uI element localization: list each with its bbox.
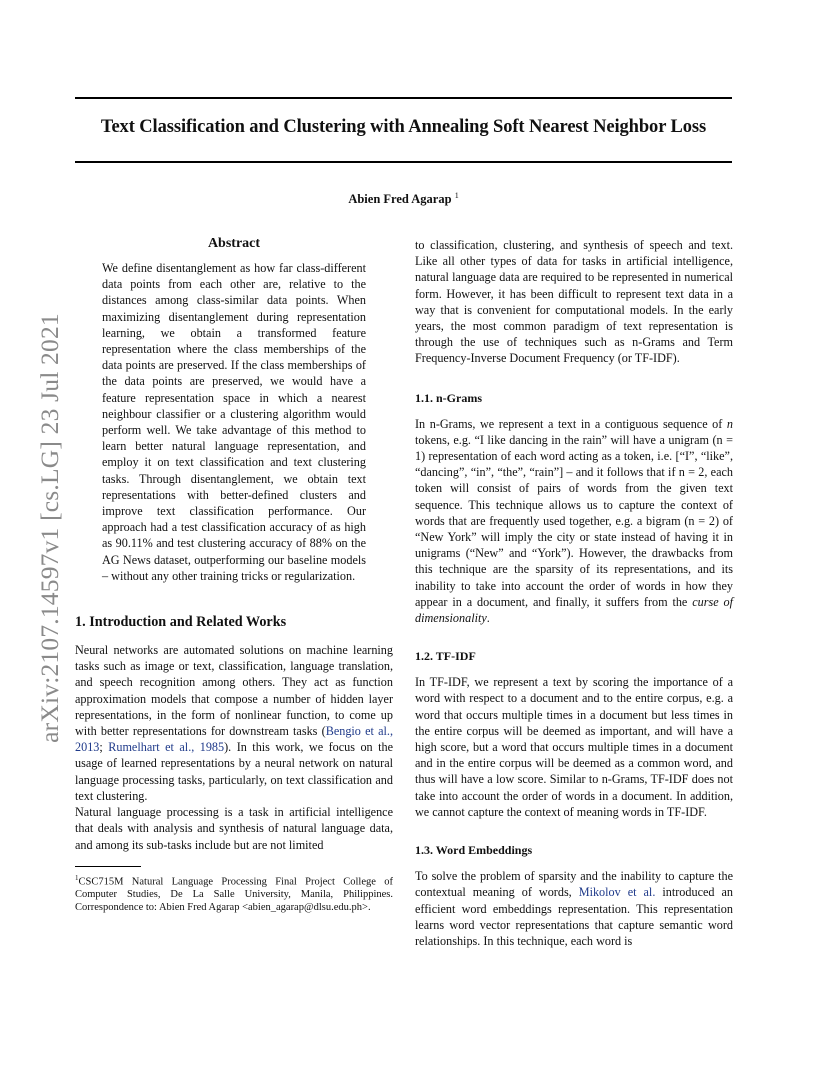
citation-separator: ; bbox=[99, 740, 109, 755]
tfidf-paragraph: In TF-IDF, we represent a text by scoring the importance of a word with respect to a document and to the entire corpus, e.g. a word that occurs multiple times in a document but less times in the entire corpus will be deemed as important, and will have a high score, but a word that occurs multiple times in a document and in the entire corpus will be deemed as a common word, and thus will have a low score. Similar to n-Grams, TF-IDF does not take into account the order of words in a document. In addition, we cannot capture the context of meaning words in TF-IDF. bbox=[415, 675, 733, 819]
ngrams-n-italic: n bbox=[726, 416, 733, 431]
abstract-text: We define disentanglement as how far class-different data points from each other are, relative to the distances among class-similar data points. When maximizing disentanglement during representation learning, we obtain a transformed feature representation where the class memberships of the data points are preserved. If the class memberships of the data points are preserved, we would have a feature representation space in which a nearest neighbour classifier or a clustering algorithm would perform well. We take advantage of this method to learn better natural language representation, and employ it on text classification and text clustering tasks. Through disentanglement, we obtain text representations with better-defined clusters and improve text classification performance. Our approach had a test classification accuracy of as high as 90.11% and test clustering accuracy of 88% on the AG News dataset, outperforming our baseline models – without any other training tricks or regularization. bbox=[102, 261, 366, 583]
intro-p2-start: Natural language processing is a task in artificial intelligence that deals with analysis and synthesis of natural language data, and among its sub-tasks include but are not limited bbox=[75, 805, 393, 852]
abstract-heading: Abstract bbox=[207, 236, 261, 251]
ngrams-text-b: tokens, e.g. “I like dancing in the rain” will have a unigram (n = 1) representation of each word acting as a token, i.e. [“I”, “like”, “dancing”, “in”, “the”, “rain”] – and it follows that if n = 2, each token will consist of pairs of words from the given text sequence. This technique allows us to capture the context of words that are frequently used together, e.g. a bigram (n = 2) of “New York” will imply the city or state instead of having it in unigrams (“New” and “York”). However, the drawbacks from this technique are the sparsity of its representations, and its inability to take into account the order of words in how they appear in a document, and finally, it suffers from the bbox=[415, 432, 733, 609]
left-column bbox=[75, 236, 393, 914]
intro-p1-a: Neural networks are automated solutions on machine learning tasks such as image or text, classification, language translation, and speech recognition among others. They act as function approximation models that compose a number of hidden layer representations, in the form of nonlinear function, to come up with better representations for downstream tasks ( bbox=[75, 643, 393, 739]
intro-paragraph-2 bbox=[75, 804, 393, 853]
footnote bbox=[75, 872, 393, 915]
footnote-rule bbox=[75, 866, 141, 867]
title-rule-top bbox=[75, 97, 732, 99]
intro-paragraph-1 bbox=[75, 642, 393, 804]
subsection-heading-ngrams: 1.1. n-Grams bbox=[415, 390, 482, 405]
section-heading-intro: 1. Introduction and Related Works bbox=[75, 614, 287, 631]
embeddings-paragraph bbox=[415, 868, 733, 949]
arxiv-stamp: arXiv:2107.14597v1 [cs.LG] 23 Jul 2021 bbox=[35, 313, 64, 743]
author-name: Abien Fred Agarap bbox=[348, 192, 452, 207]
curse-of-dimensionality: curse of dimensionality bbox=[415, 594, 733, 626]
citation-link[interactable]: Rumelhart et al., 1985 bbox=[108, 740, 225, 755]
author-line bbox=[75, 191, 732, 207]
ngrams-paragraph bbox=[415, 416, 733, 627]
embeddings-text-b: introduced an efficient word embeddings representation. This representation learns word vector representations that capture semantic word relationships. In this technique, each word is bbox=[415, 885, 734, 948]
footnote-mark: 1 bbox=[75, 873, 79, 882]
ngrams-text-a: In n-Grams, we represent a text in a contiguous sequence of bbox=[415, 416, 727, 431]
title-rule-bottom bbox=[75, 161, 732, 163]
ngrams-text-c: . bbox=[486, 611, 490, 626]
subsection-heading-tfidf: 1.2. TF-IDF bbox=[415, 649, 476, 664]
citation-link[interactable]: Bengio et al., 2013 bbox=[75, 724, 394, 755]
footnote-text: CSC715M Natural Language Processing Final Project College of Computer Studies, De La Salle University, Manila, Philippines. Correspondence to: Abien Fred Agarap <abien_agarap@dlsu.edu.ph>. bbox=[75, 876, 393, 914]
right-column bbox=[415, 237, 733, 949]
intro-p2-continued: to classification, clustering, and synthesis of speech and text. Like all other types of data for tasks in artificial intelligence, natural language data are required to be represented in numerical form. However, it has been difficult to represent text data in a way that is convenient for computational models. In the early years, the most common paradigm of text representation is through the use of techniques such as n-Grams and Term Frequency-Inverse Document Frequency (or TF-IDF). bbox=[415, 238, 733, 366]
intro-paragraph-2-continued bbox=[415, 237, 733, 367]
embeddings-text-a: To solve the problem of sparsity and the inability to capture the contextual meaning of words, bbox=[415, 869, 733, 900]
subsection-heading-embeddings: 1.3. Word Embeddings bbox=[415, 843, 533, 858]
paper-title: Text Classification and Clustering with Annealing Soft Nearest Neighbor Loss bbox=[100, 117, 707, 137]
citation-link[interactable]: Mikolov et al. bbox=[578, 885, 656, 900]
intro-p1-b: ). In this work, we focus on the usage of learned representations by a neural network on natural language processing tasks, particularly, on text classification and text clustering. bbox=[75, 740, 393, 803]
author-footnote-mark: 1 bbox=[454, 191, 459, 200]
